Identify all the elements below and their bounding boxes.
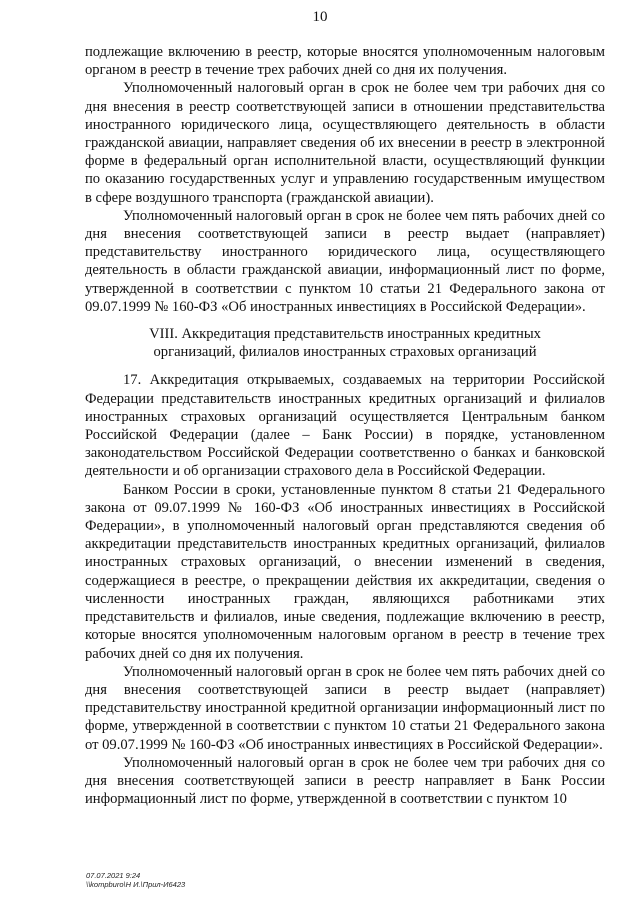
- document-body: [85, 43, 605, 808]
- paragraph-civil-aviation-info-sheet: Уполномоченный налоговый орган в срок не более чем пять рабочих дней со дня внесения соответствующей записи в реестр выдает (направляет) представительству иностранного юридического лица, осуществляющего деятельность в области гражданской авиации, информационный лист по форме, утвержденной в соответствии с пунктом 10 статьи 21 Федерального закона от 09.07.1999 № 160-ФЗ «Об иностранных инвестициях в Российской Федерации».: [85, 207, 605, 315]
- paragraph-bank-of-russia-notice: Уполномоченный налоговый орган в срок не более чем три рабочих дня со дня внесения соответствующей записи в реестр направляет в Банк России информационный лист по форме, утвержденной в соответствии с пунктом 10: [85, 754, 605, 808]
- section-heading-line-2: организаций, филиалов иностранных страховых организаций: [153, 344, 537, 361]
- section-heading: [85, 325, 605, 361]
- paragraph-clause-17: 17. Аккредитация открываемых, создаваемых на территории Российской Федерации представительств иностранных кредитных организаций и филиалов иностранных страховых организаций осуществляется Центральным банком Российской Федерации (далее – Банк России) в порядке, установленном законодательством Российской Федерации соответственно о банках и банковской деятельности и об организации страхового дела в Российской Федерации.: [85, 372, 605, 480]
- paragraph-credit-org-info-sheet: Уполномоченный налоговый орган в срок не более чем пять рабочих дней со дня внесения соответствующей записи в реестр выдает (направляет) представительству иностранной кредитной организации информационный лист по форме, утвержденной в соответствии с пунктом 10 статьи 21 Федерального закона от 09.07.1999 № 160-ФЗ «Об иностранных инвестициях в Российской Федерации».: [85, 663, 605, 753]
- paragraph-bank-of-russia-info: Банком России в сроки, установленные пунктом 8 статьи 21 Федерального закона от 09.07.1999 № 160-ФЗ «Об иностранных инвестициях в Российской Федерации», в уполномоченный налоговый орган представляются сведения об аккредитации представительств иностранных кредитных организаций, филиалов иностранных страховых организаций, о внесении изменений в сведения, содержащиеся в реестре, о прекращении действия их аккредитации, сведения о численности иностранных граждан, являющихся работниками этих представительств и филиалов, иные сведения, подлежащие включению в реестр, которые вносятся уполномоченным налоговым органом в реестр в течение трех рабочих дней со дня их получения.: [85, 481, 605, 662]
- paragraph-civil-aviation-notice: Уполномоченный налоговый орган в срок не более чем три рабочих дня со дня внесения в реестр соответствующей записи в отношении представительства иностранного юридического лица, осуществляющего деятельность в области гражданской авиации, направляет сведения об их внесении в реестр в электронной форме в федеральный орган исполнительной власти, осуществляющий функции по оказанию государственных услуг и управлению государственным имуществом в сфере воздушного транспорта (гражданской авиации).: [85, 80, 605, 206]
- footer-timestamp: 07.07.2021 9:24: [86, 871, 141, 880]
- paragraph-continuation: подлежащие включению в реестр, которые вносятся уполномоченным налоговым органом в реестр в течение трех рабочих дней со дня их получения.: [85, 44, 605, 79]
- section-heading-line-1: VIII. Аккредитация представительств иностранных кредитных: [149, 326, 541, 343]
- footer-file-path: \\kompburo\Н И.\Прил-И6423: [86, 880, 186, 889]
- document-footer: [86, 871, 185, 889]
- page-number: 10: [312, 9, 328, 25]
